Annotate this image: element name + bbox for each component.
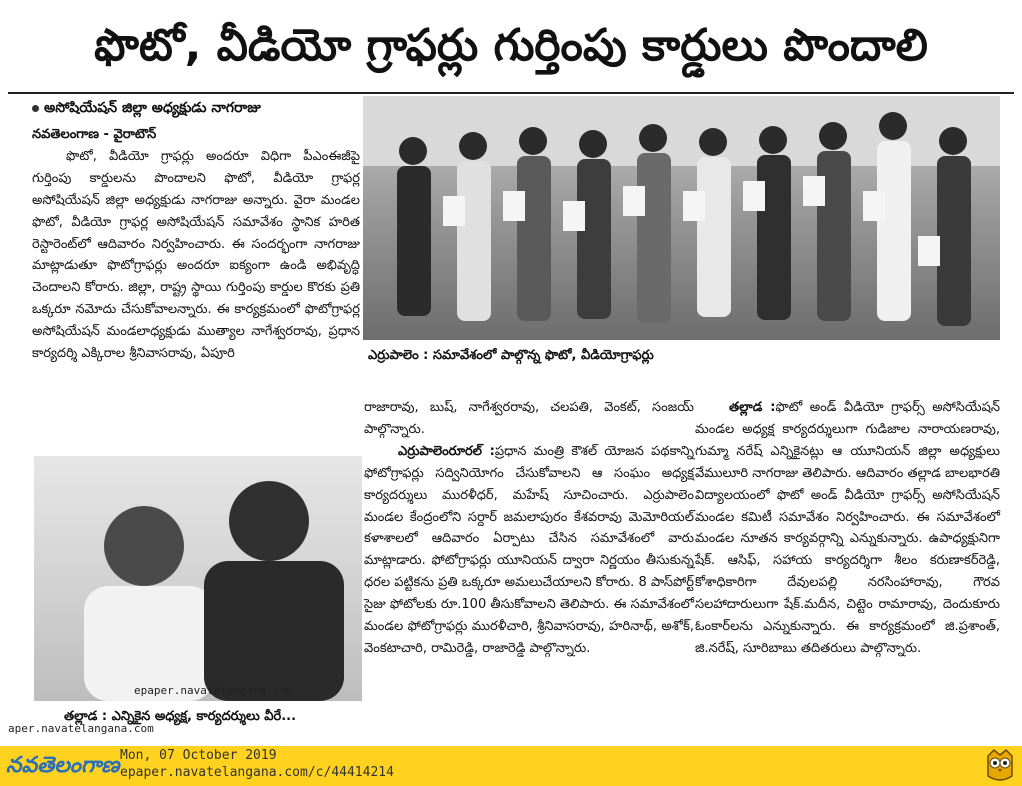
photo-2-caption: తల్లాడ : ఎన్నికైన అధ్యక్ష, కార్యదర్శులు వీరే... <box>64 709 297 724</box>
column-2-body: ప్రధాన మంత్రి కౌశల్ యోజన పథకాన్ని ఫోటోగ్రాఫర్లు సద్వినియోగం చేసుకోవాలని ఆ సంఘం అధ్యక్ష కార్యదర్శులు మురళీధర్, మహేష్ సూచించారు. ఎర్రుపాలెం మండల కేంద్రంలోని సర్దార్ జమలాపురం కేశవరావు మెమోరియల్ కళాశాలలో ఆదివారం ఏర్పాటు చేసిన సమావేశంలో వారు మాట్లాడారు. ఫోటోగ్రాఫర్లు యూనియన్ ద్వారా నిర్ణయం తీసుకున్న ధరల పట్టికను ప్రతి ఒక్కరూ అమలుచేయాలని కోరారు. 8 పాస్‌పోర్ట్ సైజు ఫోటోలకు రూ.100 తీసుకోవాలని తెలిపారు. ఈ సమావేశంలో మండల ఫోటోగ్రాఫర్లు మురళీచారి, శ్రీనివాసరావు, హరినాథ్, అశోక్, వెంకటాచారి, రామిరెడ్డి, రాజారెడ్డి పాల్గొన్నారు. <box>364 443 694 656</box>
article-column-1 <box>32 124 360 452</box>
subhead-text: అసోషియేషన్ జిల్లా అధ్యక్షుడు నాగరాజు <box>44 100 261 116</box>
bullet-icon <box>32 105 39 112</box>
column-3-dateline: తల్లాడ : <box>729 400 776 415</box>
headline: ఫొటో, వీడియో గ్రాఫర్లు గుర్తింపు కార్డులు పొందాలి <box>94 20 928 71</box>
column-2-continued: రాజారావు, బుష్, నాగేశ్వరరావు, చలపతి, వెంకట్, సంజయ్ పాల్గొన్నారు. <box>364 400 694 437</box>
brand-logo[interactable]: నవతెలంగాణ <box>6 752 120 777</box>
group-photo <box>363 96 1000 340</box>
subhead <box>32 100 261 119</box>
edition-date: Mon, 07 October 2019 <box>120 748 277 763</box>
portrait-photo <box>34 456 362 701</box>
owl-icon[interactable] <box>984 748 1016 782</box>
edition-url[interactable]: epaper.navatelangana.com/c/44414214 <box>120 765 394 780</box>
photo-2-watermark: epaper.navatelangana.com <box>134 684 293 697</box>
article-column-3 <box>695 397 1000 743</box>
headline-divider <box>8 92 1014 94</box>
column-3-body: ఫొటో అండ్ వీడియో గ్రాఫర్స్ అసోసియేషన్ మండల అధ్యక్ష కార్యదర్శులుగా గుడిజాల నారాయణరావు, గుమ్మా నరేష్ ఎన్నికైనట్లు ఆ యూనియన్ జిల్లా అధ్యక్షులు వేములూరి నాగరాజు తెలిపారు. ఆదివారం తల్లాడ బాలభారతి విద్యాలయంలో ఫొటో అండ్ వీడియో గ్రాఫర్స్ అసోసియేషన్ మండల కమిటీ సమావేశం నిర్వహించారు. ఈ సమావేశంలో మండల నూతన కార్యవర్గాన్ని ఎన్నుకున్నారు. ఉపాధ్యక్షునిగా షేక్. ఆసిఫ్, సహాయ కార్యదర్శిగా శీలం కరుణాకర్‌రెడ్డి, కోశాధికారిగా దేవులపల్లి నరసింహారావు, గౌరవ సలహాదారులుగా షేక్.మదీన, చిట్టెం రామారావు, దెందుకూరు ఓంకార్‌లను ఎన్నుకున్నారు. ఈ కార్యక్రమంలో జి.ప్రశాంత్, జి.నరేష్, సూరిబాబు తదితరులు పాల్గొన్నారు. <box>695 400 1001 656</box>
column-2-dateline: ఎర్రుపాలెంరూరల్ : <box>398 443 495 459</box>
photo-1-caption: ఎర్రుపాలెం : సమావేశంలో పాల్గొన్న ఫొటో, వీడియోగ్రాఫర్లు <box>368 348 654 363</box>
page-watermark: aper.navatelangana.com <box>8 722 154 735</box>
article-column-2 <box>364 397 694 743</box>
column-1-body: ఫొటో, వీడియో గ్రాఫర్లు అందరూ విధిగా పీఎంఈజీపై గుర్తింపు కార్డులను పొందాలని ఫొటో, వీడియో గ్రాఫర్ల అసోషియేషన్ జిల్లా అధ్యక్షుడు నాగరాజు అన్నారు. వైరా మండల ఫొటో, వీడియో గ్రాఫర్ల అసోషియేషన్ సమావేశం స్థానిక హరిత రెస్టారెంట్‌లో ఆదివారం నిర్వహించారు. ఈ సందర్భంగా నాగరాజు మాట్లాడుతూ ఫొటోగ్రాఫర్లు అందరూ ఐక్యంగా ఉండి అభివృద్ధి చెందాలని కోరారు. జిల్లా, రాష్ట్ర స్థాయి గుర్తింపు కార్డుల కొరకు ప్రతి ఒక్కరూ నమోదు చేసుకోవాలన్నారు. ఈ కార్యక్రమంలో ఫొటోగ్రాఫర్ల అసోషియేషన్ మండలాధ్యక్షుడు ముత్యాల నాగేశ్వరరావు, ప్రధాన కార్యదర్శి ఎక్కిరాల శ్రీనివాసరావు, ఏపూరి <box>32 148 360 362</box>
group-photo-figures <box>363 96 1000 340</box>
portrait-photo-figures <box>34 456 362 701</box>
dateline: నవతెలంగాణ - వైరాటౌన్ <box>32 127 157 142</box>
